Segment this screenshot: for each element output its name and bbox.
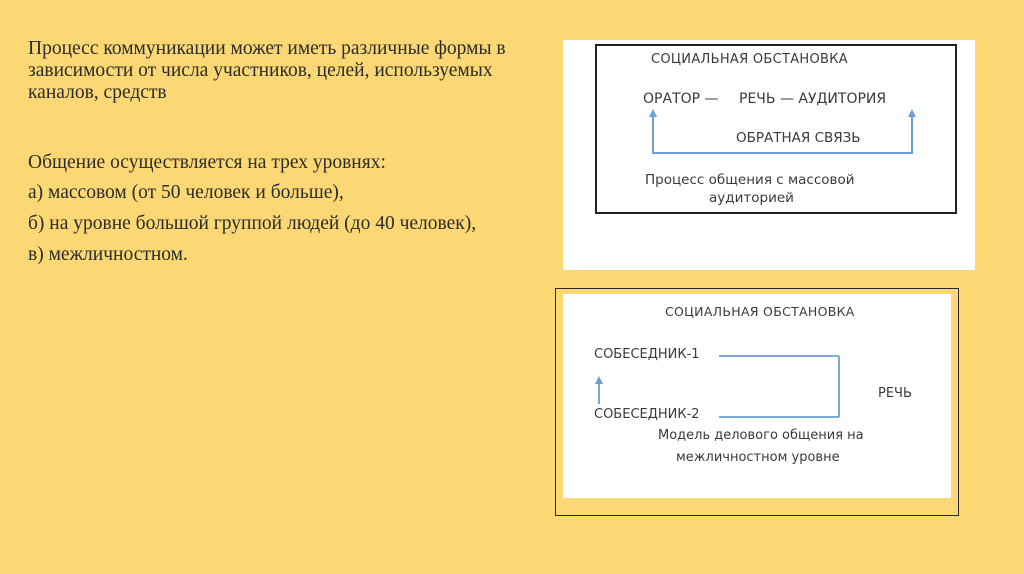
interlocutor-1-label: СОБЕСЕДНИК-1 [594, 347, 700, 362]
social-setting-title: СОЦИАЛЬНАЯ ОБСТАНОВКА [651, 52, 848, 67]
text-column [28, 38, 528, 275]
caption-line-1: Процесс общения с массовой [645, 172, 855, 188]
speech-loop-arrow [563, 294, 951, 498]
feedback-arrow [563, 40, 975, 270]
level-item-mass: а) массовом (от 50 человек и больше), [28, 182, 344, 203]
speech-label: РЕЧЬ [878, 386, 912, 401]
caption-line-1: Модель делового общения на [658, 428, 864, 443]
level-item-group: б) на уровне большой группой людей (до 40 человек), [28, 213, 477, 234]
feedback-label: ОБРАТНАЯ СВЯЗЬ [736, 130, 861, 146]
interlocutor-2-label: СОБЕСЕДНИК-2 [594, 407, 700, 422]
intro-paragraph: Процесс коммуникации может иметь различные формы в зависимости от числа участников, целей, используемых каналов, средств [28, 38, 506, 103]
orator-label: ОРАТОР — [643, 91, 719, 107]
speech-audience-label: РЕЧЬ — АУДИТОРИЯ [739, 91, 887, 107]
mass-communication-diagram [563, 40, 975, 270]
levels-title: Общение осуществляется на трех уровнях: [28, 152, 386, 173]
caption-line-2: межличностном уровне [676, 450, 840, 465]
level-item-interpersonal: в) межличностном. [28, 244, 188, 265]
caption-line-2: аудиторией [709, 190, 794, 206]
social-setting-title: СОЦИАЛЬНАЯ ОБСТАНОВКА [665, 304, 855, 319]
interpersonal-communication-diagram [563, 294, 951, 498]
